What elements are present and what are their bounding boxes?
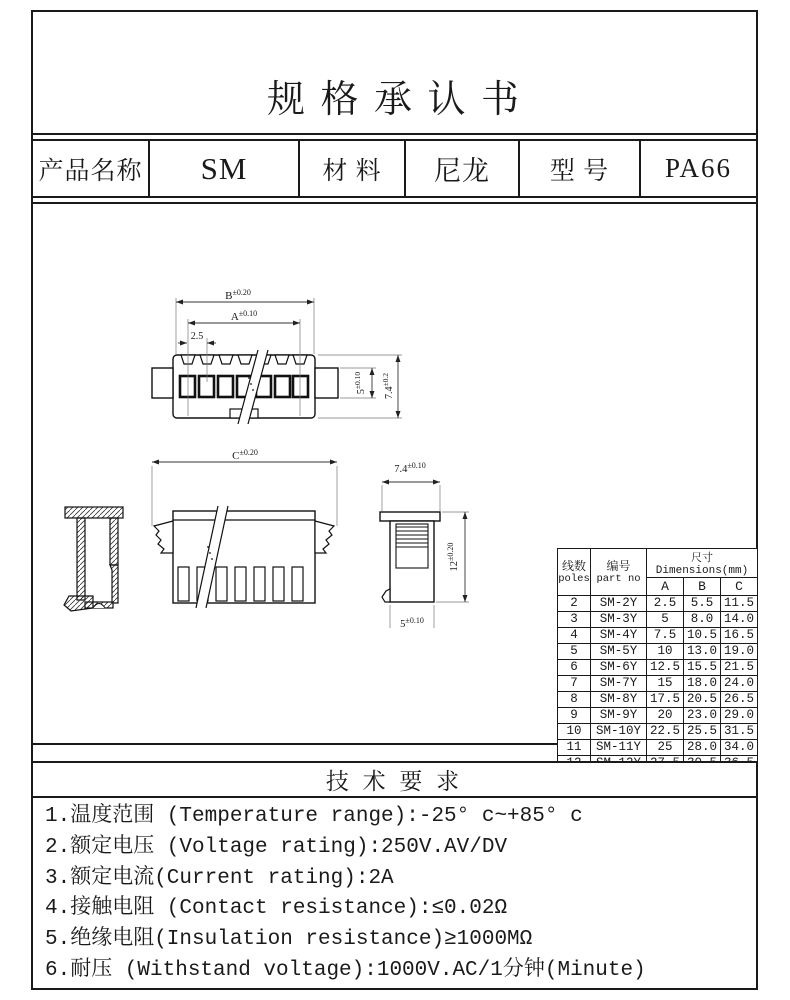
side-view-drawing <box>148 448 348 613</box>
tech-requirements-title-section <box>31 761 758 798</box>
cross-section-drawing <box>55 490 145 615</box>
dim-cell-poles: 5 <box>558 644 591 660</box>
dim-row-sm-9y <box>558 708 758 724</box>
product-header-row <box>31 139 758 198</box>
tech-requirements-list <box>31 798 758 990</box>
dim-cell-a: 25 <box>647 740 684 756</box>
tech-item-withstand-voltage: 6.耐压 (Withstand voltage):1000V.AC/1分钟(Minute) <box>45 958 646 982</box>
tech-item-current-rating: 3.额定电流(Current rating):2A <box>45 866 394 890</box>
dim-cell-b: 23.0 <box>684 708 721 724</box>
dim-cell-part: SM-4Y <box>591 628 647 644</box>
dim-cell-a: 10 <box>647 644 684 660</box>
dim-row-sm-3y <box>558 612 758 628</box>
dim-cell-part: SM-10Y <box>591 724 647 740</box>
dimension-table-body <box>558 596 758 772</box>
dim-cell-c: 11.5 <box>721 596 758 612</box>
material-value: 尼龙 <box>406 141 520 196</box>
dim-label-slot-height: $5^{\pm 0.10}$ <box>353 371 367 395</box>
col-b-header: B <box>684 578 721 596</box>
col-c-header: C <box>721 578 758 596</box>
dim-cell-poles: 9 <box>558 708 591 724</box>
bottom-foot <box>382 589 390 602</box>
dim-cell-poles: 2 <box>558 596 591 612</box>
tech-item-insulation-resistance: 5.绝缘电阻(Insulation resistance)≥1000MΩ <box>45 928 533 952</box>
dim-cell-a: 7.5 <box>647 628 684 644</box>
dim-cell-poles: 3 <box>558 612 591 628</box>
dim-row-sm-11y <box>558 740 758 756</box>
model-label: 型 号 <box>520 141 641 196</box>
dim-cell-b: 18.0 <box>684 676 721 692</box>
dim-cell-part: SM-11Y <box>591 740 647 756</box>
dim-cell-b: 10.5 <box>684 628 721 644</box>
dim-cell-b: 13.0 <box>684 644 721 660</box>
contact-holes <box>180 376 308 397</box>
dim-cell-part: SM-6Y <box>591 660 647 676</box>
dim-cell-a: 12.5 <box>647 660 684 676</box>
dim-cell-poles: 10 <box>558 724 591 740</box>
model-value: PA66 <box>664 153 733 183</box>
dim-cell-a: 5 <box>647 612 684 628</box>
document-title: 规 格 承 认 书 <box>266 79 522 121</box>
front-view-drawing <box>140 282 410 440</box>
dim-label-c: $C^{\pm 0.20}$ <box>232 448 258 462</box>
dim-cell-b: 25.5 <box>684 724 721 740</box>
dim-row-sm-2y <box>558 596 758 612</box>
dim-cell-c: 34.0 <box>721 740 758 756</box>
dim-row-sm-5y <box>558 644 758 660</box>
dim-cell-poles: 4 <box>558 628 591 644</box>
right-latch-wing <box>315 521 334 553</box>
tech-item-voltage-rating: 2.额定电压 (Voltage rating):250V.AV/DV <box>45 835 508 859</box>
col-a-header: A <box>647 578 684 596</box>
dim-label-pitch: 2.5 <box>190 331 204 342</box>
dim-label-bottom: $5^{\pm 0.10}$ <box>400 616 424 630</box>
material-label: 材 料 <box>300 141 406 196</box>
dimensions-header: 尺寸 Dimensions(mm) <box>647 549 758 578</box>
dim-row-sm-7y <box>558 676 758 692</box>
left-latch-wing <box>154 521 173 553</box>
dim-cell-part: SM-7Y <box>591 676 647 692</box>
dim-cell-b: 20.5 <box>684 692 721 708</box>
product-name-value: SM <box>150 141 300 196</box>
dim-cell-a: 22.5 <box>647 724 684 740</box>
dim-cell-a: 20 <box>647 708 684 724</box>
product-name-label: 产品名称 <box>33 141 150 196</box>
dim-cell-part: SM-8Y <box>591 692 647 708</box>
dim-table-header-row-1 <box>558 549 758 578</box>
dim-cell-c: 21.5 <box>721 660 758 676</box>
poles-header: 线数 poles <box>558 549 591 596</box>
dim-cell-part: SM-9Y <box>591 708 647 724</box>
dim-cell-part: SM-2Y <box>591 596 647 612</box>
dim-row-sm-10y <box>558 724 758 740</box>
dimension-table <box>557 548 758 772</box>
dim-cell-a: 15 <box>647 676 684 692</box>
dim-cell-a: 2.5 <box>647 596 684 612</box>
dim-cell-poles: 8 <box>558 692 591 708</box>
dim-cell-c: 16.5 <box>721 628 758 644</box>
part-no-header: 编号 part no <box>591 549 647 596</box>
dim-cell-part: SM-5Y <box>591 644 647 660</box>
dim-label-height: $12^{\pm 0.20}$ <box>446 542 460 572</box>
dim-cell-c: 24.0 <box>721 676 758 692</box>
dim-row-sm-8y <box>558 692 758 708</box>
dim-label-a: $A^{\pm 0.10}$ <box>230 309 258 323</box>
dim-cell-poles: 6 <box>558 660 591 676</box>
dim-row-sm-4y <box>558 628 758 644</box>
dim-cell-b: 8.0 <box>684 612 721 628</box>
dim-cell-c: 14.0 <box>721 612 758 628</box>
dim-cell-c: 31.5 <box>721 724 758 740</box>
bottom-slots <box>178 567 303 601</box>
dim-cell-a: 17.5 <box>647 692 684 708</box>
side-view-body <box>154 511 334 603</box>
tech-requirements-title: 技 术 要 求 <box>325 769 464 794</box>
dim-cell-poles: 11 <box>558 740 591 756</box>
dim-label-width: $7.4^{\pm 0.10}$ <box>394 461 426 475</box>
drawing-area <box>31 202 758 754</box>
end-view-body <box>380 512 440 602</box>
dim-cell-part: SM-3Y <box>591 612 647 628</box>
dim-cell-b: 15.5 <box>684 660 721 676</box>
dim-cell-poles: 7 <box>558 676 591 692</box>
title-section <box>31 10 758 135</box>
dim-row-sm-6y <box>558 660 758 676</box>
dim-cell-c: 29.0 <box>721 708 758 724</box>
dim-cell-c: 26.5 <box>721 692 758 708</box>
dim-label-body-height: $7.4^{\pm 0.2}$ <box>381 373 395 399</box>
dim-label-b: $B^{\pm 0.20}$ <box>225 288 251 302</box>
dim-cell-c: 19.0 <box>721 644 758 660</box>
dim-cell-b: 28.0 <box>684 740 721 756</box>
end-view-drawing <box>375 458 545 643</box>
dim-cell-b: 5.5 <box>684 596 721 612</box>
tech-item-temperature: 1.温度范围 (Temperature range):-25° c~+85° c <box>45 805 583 828</box>
tech-item-contact-resistance: 4.接触电阻 (Contact resistance):≤0.02Ω <box>45 897 508 921</box>
